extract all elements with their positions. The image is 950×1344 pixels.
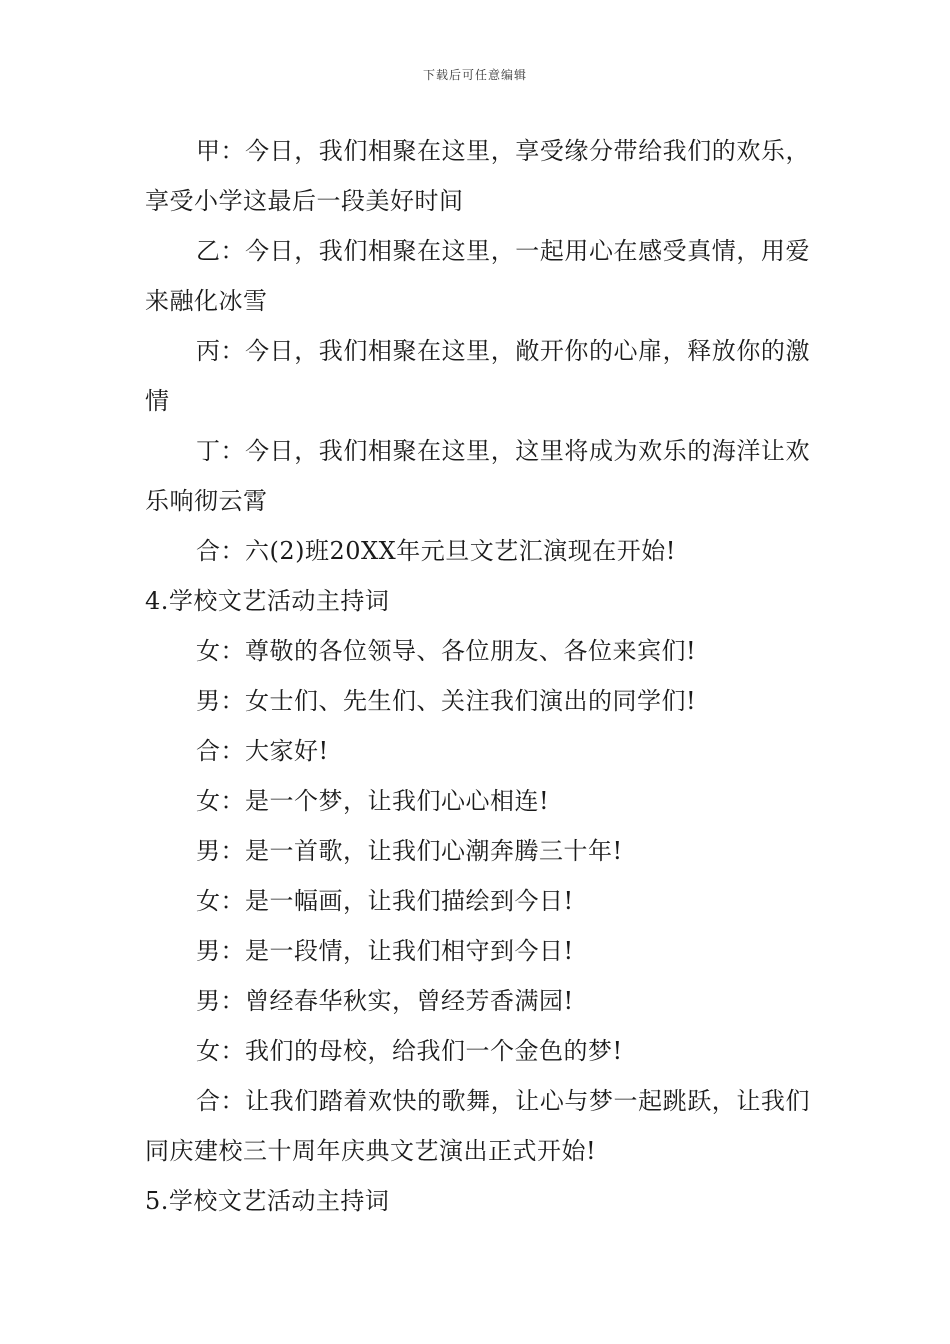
dialogue-line: 男：是一段情，让我们相守到今日! [196,937,574,965]
dialogue-line: 丁：今日，我们相聚在这里，这里将成为欢乐的海洋让欢乐响彻云霄 [145,437,810,515]
dialogue-line: 女：是一幅画，让我们描绘到今日! [196,887,574,915]
section-heading: 5.学校文艺活动主持词 [145,1187,390,1215]
dialogue-line: 合：让我们踏着欢快的歌舞，让心与梦一起跳跃，让我们同庆建校三十周年庆典文艺演出正式开始! [145,1087,810,1165]
dialogue-line: 乙：今日，我们相聚在这里，一起用心在感受真情，用爱来融化冰雪 [145,237,810,315]
dialogue-line: 女：尊敬的各位领导、各位朋友、各位来宾们! [196,637,697,665]
dialogue-line: 男：曾经春华秋实，曾经芳香满园! [196,987,574,1015]
section-heading: 4.学校文艺活动主持词 [145,587,390,615]
document-body [145,126,810,1226]
header-note: 下载后可任意编辑 [422,68,527,82]
dialogue-line: 男：是一首歌，让我们心潮奔腾三十年! [196,837,623,865]
dialogue-line: 男：女士们、先生们、关注我们演出的同学们! [196,687,697,715]
dialogue-line: 合：大家好! [196,737,329,765]
dialogue-line: 女：我们的母校，给我们一个金色的梦! [196,1037,623,1065]
dialogue-line: 女：是一个梦，让我们心心相连! [196,787,550,815]
dialogue-line: 合：六(2)班20XX年元旦文艺汇演现在开始! [196,537,676,565]
dialogue-line: 丙：今日，我们相聚在这里，敞开你的心扉，释放你的激情 [145,337,810,415]
dialogue-line: 甲：今日，我们相聚在这里，享受缘分带给我们的欢乐，享受小学这最后一段美好时间 [145,137,810,215]
